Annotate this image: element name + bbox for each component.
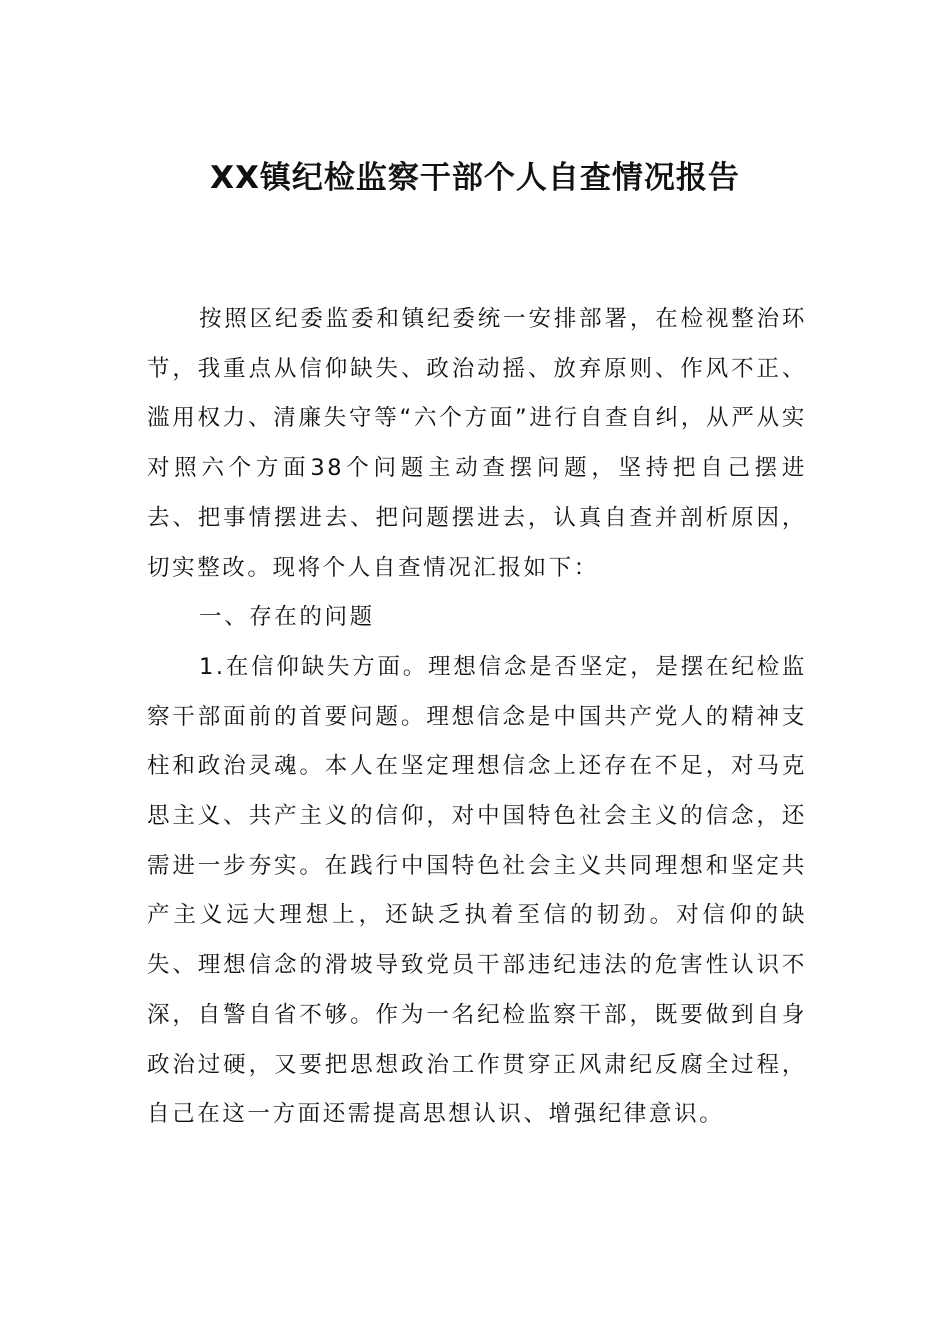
document-title: XX镇纪检监察干部个人自查情况报告	[210, 160, 740, 196]
section-heading: 一、存在的问题	[199, 604, 375, 631]
document-body	[147, 295, 807, 1140]
intro-paragraph: 按照区纪委监委和镇纪委统一安排部署，在检视整治环节，我重点从信仰缺失、政治动摇、放弃原则、作风不正、滥用权力、清廉失守等“六个方面”进行自查自纠，从严从实对照六个方面38个问题主动查摆问题，坚持把自己摆进去、把事情摆进去、把问题摆进去，认真自查并剖析原因，切实整改。现将个人自查情况汇报如下：	[147, 306, 807, 581]
body-paragraph: 1.在信仰缺失方面。理想信念是否坚定，是摆在纪检监察干部面前的首要问题。理想信念是中国共产党人的精神支柱和政治灵魂。本人在坚定理想信念上还存在不足，对马克思主义、共产主义的信仰，对中国特色社会主义的信念，还需进一步夯实。在践行中国特色社会主义共同理想和坚定共产主义远大理想上，还缺乏执着至信的韧劲。对信仰的缺失、理想信念的滑坡导致党员干部违纪违法的危害性认识不深，自警自省不够。作为一名纪检监察干部，既要做到自身政治过硬，又要把思想政治工作贯穿正风肃纪反腐全过程，自己在这一方面还需提高思想认识、增强纪律意识。	[147, 653, 807, 1128]
